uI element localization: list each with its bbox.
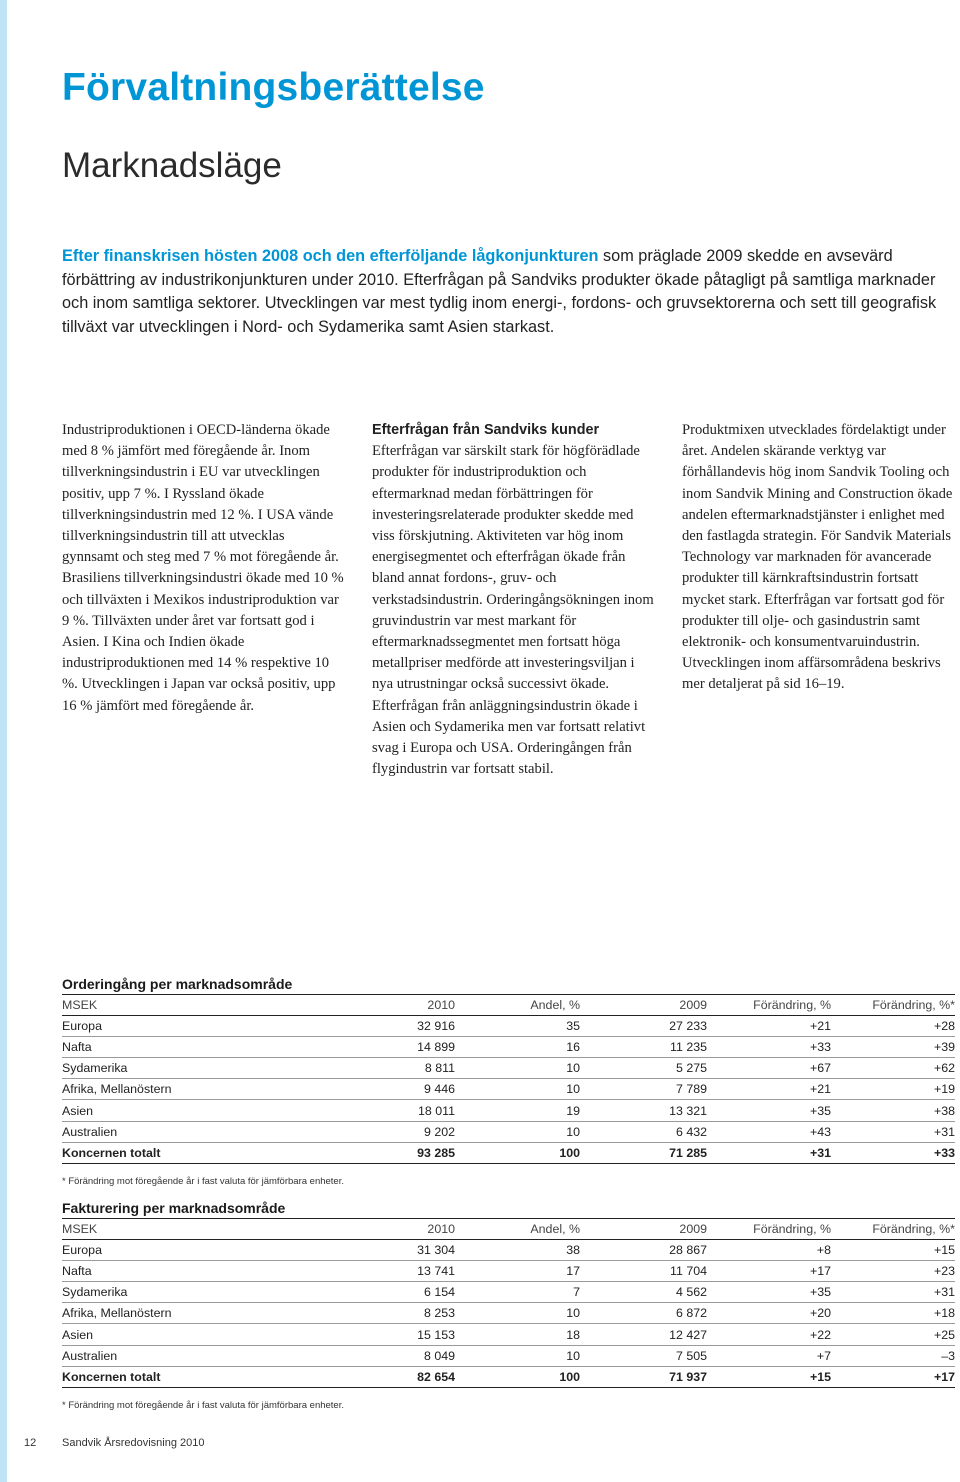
table-cell: Australien: [62, 1348, 118, 1363]
section-heading: Marknadsläge: [62, 146, 282, 185]
table-header-row: [62, 1219, 955, 1240]
table-cell: Afrika, Mellanöstern: [62, 1082, 172, 1097]
table-row: [62, 1282, 955, 1303]
table-cell: Sydamerika: [62, 1061, 128, 1076]
table-cell: +38: [933, 1103, 955, 1118]
table-cell: +62: [933, 1061, 955, 1076]
table-cell: Australien: [62, 1124, 118, 1139]
table-cell: 9 202: [423, 1124, 455, 1139]
column-header: 2009: [679, 1222, 707, 1237]
table-cell: –3: [941, 1348, 955, 1363]
table-cell: +21: [809, 1082, 831, 1097]
table-cell: 14 899: [417, 1040, 455, 1055]
table-cell: +19: [933, 1082, 955, 1097]
column-header: 2010: [427, 1222, 455, 1237]
table-cell: Koncernen totalt: [62, 1145, 161, 1160]
table-cell: 7: [573, 1285, 580, 1300]
intro-body: som präglade 2009 skedde en avsevärd förbättring av industrikonjunkturen under 2010. Efterfrågan på Sandviks produkter ökade påtagligt på samtliga marknader och inom samtliga sektorer. Utvecklingen var mest tydlig inom energi-, fordons- och gruvsektorerna och sett till geografisk tillväxt var utvecklingen i Nord- och Sydamerika samt Asien starkast.: [62, 247, 937, 336]
table-cell: +7: [816, 1348, 831, 1363]
table-cell: 100: [559, 1145, 580, 1160]
table-cell: 32 916: [417, 1019, 455, 1034]
table-cell: +21: [809, 1019, 831, 1034]
table-cell: Nafta: [62, 1264, 92, 1279]
table-cell: +25: [933, 1327, 955, 1342]
column-header: Förändring, %: [753, 998, 831, 1013]
column-header: Andel, %: [530, 1222, 580, 1237]
table-cell: 27 233: [669, 1019, 707, 1034]
table-row: [62, 1324, 955, 1345]
column-header: 2009: [679, 998, 707, 1013]
table-cell: 16: [566, 1040, 580, 1055]
table-cell: 4 562: [675, 1285, 707, 1300]
table-cell: +17: [809, 1264, 831, 1279]
column-2-heading: Efterfrågan från Sandviks kunder: [372, 422, 600, 438]
table-cell: 10: [566, 1306, 580, 1321]
table-cell: +31: [809, 1145, 831, 1160]
table-cell: +39: [933, 1040, 955, 1055]
invoicing-table: [62, 1218, 955, 1388]
table-cell: 5 275: [675, 1061, 707, 1076]
table-cell: 28 867: [669, 1243, 707, 1258]
column-header: Förändring, %*: [872, 1222, 955, 1237]
table-row: [62, 1100, 955, 1121]
table-cell: 31 304: [417, 1243, 455, 1258]
body-column-3: [682, 420, 960, 696]
table-cell: 71 937: [669, 1369, 707, 1384]
table-cell: +17: [933, 1369, 955, 1384]
table-cell: 19: [566, 1103, 580, 1118]
column-header: 2010: [427, 998, 455, 1013]
table-cell: +8: [816, 1243, 831, 1258]
table-cell: +20: [809, 1306, 831, 1321]
table-footnote: * Förändring mot föregående år i fast valuta för jämförbara enheter.: [62, 1175, 344, 1187]
table-cell: +15: [809, 1369, 831, 1384]
table-header-row: [62, 995, 955, 1016]
column-2-text: Efterfrågan var särskilt stark för högförädlade produkter för industriproduktion och eftermarknad medan förbättringen för investeringsrelaterade produkter skedde med viss förskjutning. Aktiviteten var hög inom energisegmentet och efterfrågan ökade från bland annat fordons-, gruv- och verkstadsindustrin. Orderingångsökningen inom gruvindustrin var mest markant för eftermarknadssegmentet men fortsatt höga metallpriser medförde att investeringsviljan i nya utrustningar också successivt ökade. Efterfrågan från anläggningsindustrin ökade i Asien och Sydamerika men var fortsatt relativt svag i Europa och USA. Orderingången från flygindustrin var fortsatt stabil.: [372, 443, 654, 778]
table-cell: +43: [809, 1124, 831, 1139]
table-cell: 17: [566, 1264, 580, 1279]
publication-name: Sandvik Årsredovisning 2010: [62, 1437, 205, 1449]
table-cell: 6 154: [423, 1285, 455, 1300]
table-cell: +33: [809, 1040, 831, 1055]
table-row: [62, 1121, 955, 1142]
table-cell: 82 654: [417, 1369, 455, 1384]
column-header: MSEK: [62, 1222, 98, 1237]
table-cell: +31: [933, 1124, 955, 1139]
table-cell: 8 253: [423, 1306, 455, 1321]
intro-lead: Efter finanskrisen hösten 2008 och den efterföljande lågkonjunkturen: [62, 247, 599, 265]
table-row: [62, 1016, 955, 1037]
table-cell: 15 153: [417, 1327, 455, 1342]
table-cell: 6 432: [675, 1124, 707, 1139]
table-cell: 13 321: [669, 1103, 707, 1118]
table-title: Orderingång per marknadsområde: [62, 976, 293, 992]
table-total-row: [62, 1142, 955, 1163]
table-footnote: * Förändring mot föregående år i fast valuta för jämförbara enheter.: [62, 1399, 344, 1411]
table-row: [62, 1261, 955, 1282]
table-cell: +67: [809, 1061, 831, 1076]
table-cell: 11 235: [670, 1040, 707, 1055]
table-cell: 13 741: [417, 1264, 455, 1279]
table-cell: +35: [809, 1285, 831, 1300]
column-1-text: Industriproduktionen i OECD-länderna ökade med 8 % jämfört med föregående år. Inom tillverkningsindustrin i EU var utvecklingen positiv, upp 7 %. I Ryssland ökade tillverkningsindustrin med 12 %. I USA vände tillverkningsindustrin till att utvecklas gynnsamt och steg med 7 % mot föregående år. Brasiliens tillverkningsindustri ökade med 10 % och tillväxten i Mexikos industriproduktion var 9 %. Tillväxten under året var fortsatt god i Asien. I Kina och Indien ökade industriproduktionen med 14 % respektive 10 %. Utvecklingen i Japan var också positiv, upp 16 % jämfört med föregående år.: [62, 422, 344, 714]
table-cell: 7 505: [675, 1348, 707, 1363]
order-intake-table: [62, 994, 955, 1164]
table-cell: 100: [559, 1369, 580, 1384]
table-cell: +15: [933, 1243, 955, 1258]
column-header: Förändring, %: [753, 1222, 831, 1237]
table-cell: Asien: [62, 1327, 93, 1342]
table-total-row: [62, 1366, 955, 1387]
table-cell: +31: [933, 1285, 955, 1300]
table-cell: 38: [566, 1243, 580, 1258]
table-cell: +22: [809, 1327, 831, 1342]
page-margin-rule: [0, 0, 7, 1482]
table-cell: Asien: [62, 1103, 93, 1118]
column-header: Andel, %: [530, 998, 580, 1013]
invoicing-table-block: [62, 1198, 955, 1411]
table-cell: Nafta: [62, 1040, 92, 1055]
order-intake-table-block: [62, 974, 955, 1187]
table-cell: +35: [809, 1103, 831, 1118]
table-cell: Europa: [62, 1019, 102, 1034]
table-cell: +23: [933, 1264, 955, 1279]
table-cell: Koncernen totalt: [62, 1369, 161, 1384]
table-title: Fakturering per marknadsområde: [62, 1200, 286, 1216]
table-cell: 10: [566, 1124, 580, 1139]
table-cell: 35: [566, 1019, 580, 1034]
table-cell: 7 789: [675, 1082, 707, 1097]
page-heading: Förvaltningsberättelse: [62, 66, 485, 109]
table-cell: 8 049: [423, 1348, 455, 1363]
table-cell: 10: [566, 1082, 580, 1097]
table-row: [62, 1240, 955, 1261]
table-cell: 12 427: [669, 1327, 707, 1342]
table-row: [62, 1079, 955, 1100]
column-header: MSEK: [62, 998, 98, 1013]
body-column-2: [372, 420, 654, 780]
body-column-1: [62, 420, 344, 717]
table-cell: +33: [933, 1145, 955, 1160]
table-cell: 10: [566, 1061, 580, 1076]
table-cell: 71 285: [669, 1145, 707, 1160]
table-cell: +18: [933, 1306, 955, 1321]
table-row: [62, 1303, 955, 1324]
table-cell: 10: [566, 1348, 580, 1363]
intro-paragraph: [62, 245, 942, 339]
table-cell: Afrika, Mellanöstern: [62, 1306, 172, 1321]
table-cell: 8 811: [424, 1061, 455, 1076]
table-cell: 18 011: [418, 1103, 455, 1118]
column-3-text: Produktmixen utvecklades fördelaktigt under året. Andelen skärande verktyg var förhållandevis hög inom Sandvik Tooling och inom Sandvik Mining and Construction ökade andelen eftermarknadstjänster i enlighet med den fastlagda strategin. För Sandvik Materials Technology var marknaden för avancerade produkter till kärnkraftsindustrin fortsatt mycket stark. Efterfrågan var fortsatt god för produkter till olje- och gasindustrin samt elektronik- och konsumentvaruindustrin. Utvecklingen inom affärsområdena beskrivs mer detaljerat på sid 16–19.: [682, 422, 953, 693]
table-cell: 6 872: [675, 1306, 707, 1321]
table-cell: Europa: [62, 1243, 102, 1258]
page-number: 12: [24, 1437, 37, 1449]
table-cell: 11 704: [670, 1264, 707, 1279]
table-row: [62, 1058, 955, 1079]
table-cell: Sydamerika: [62, 1285, 128, 1300]
table-row: [62, 1345, 955, 1366]
table-cell: 9 446: [423, 1082, 455, 1097]
table-cell: 18: [566, 1327, 580, 1342]
table-row: [62, 1037, 955, 1058]
table-cell: 93 285: [417, 1145, 455, 1160]
column-header: Förändring, %*: [872, 998, 955, 1013]
table-cell: +28: [933, 1019, 955, 1034]
